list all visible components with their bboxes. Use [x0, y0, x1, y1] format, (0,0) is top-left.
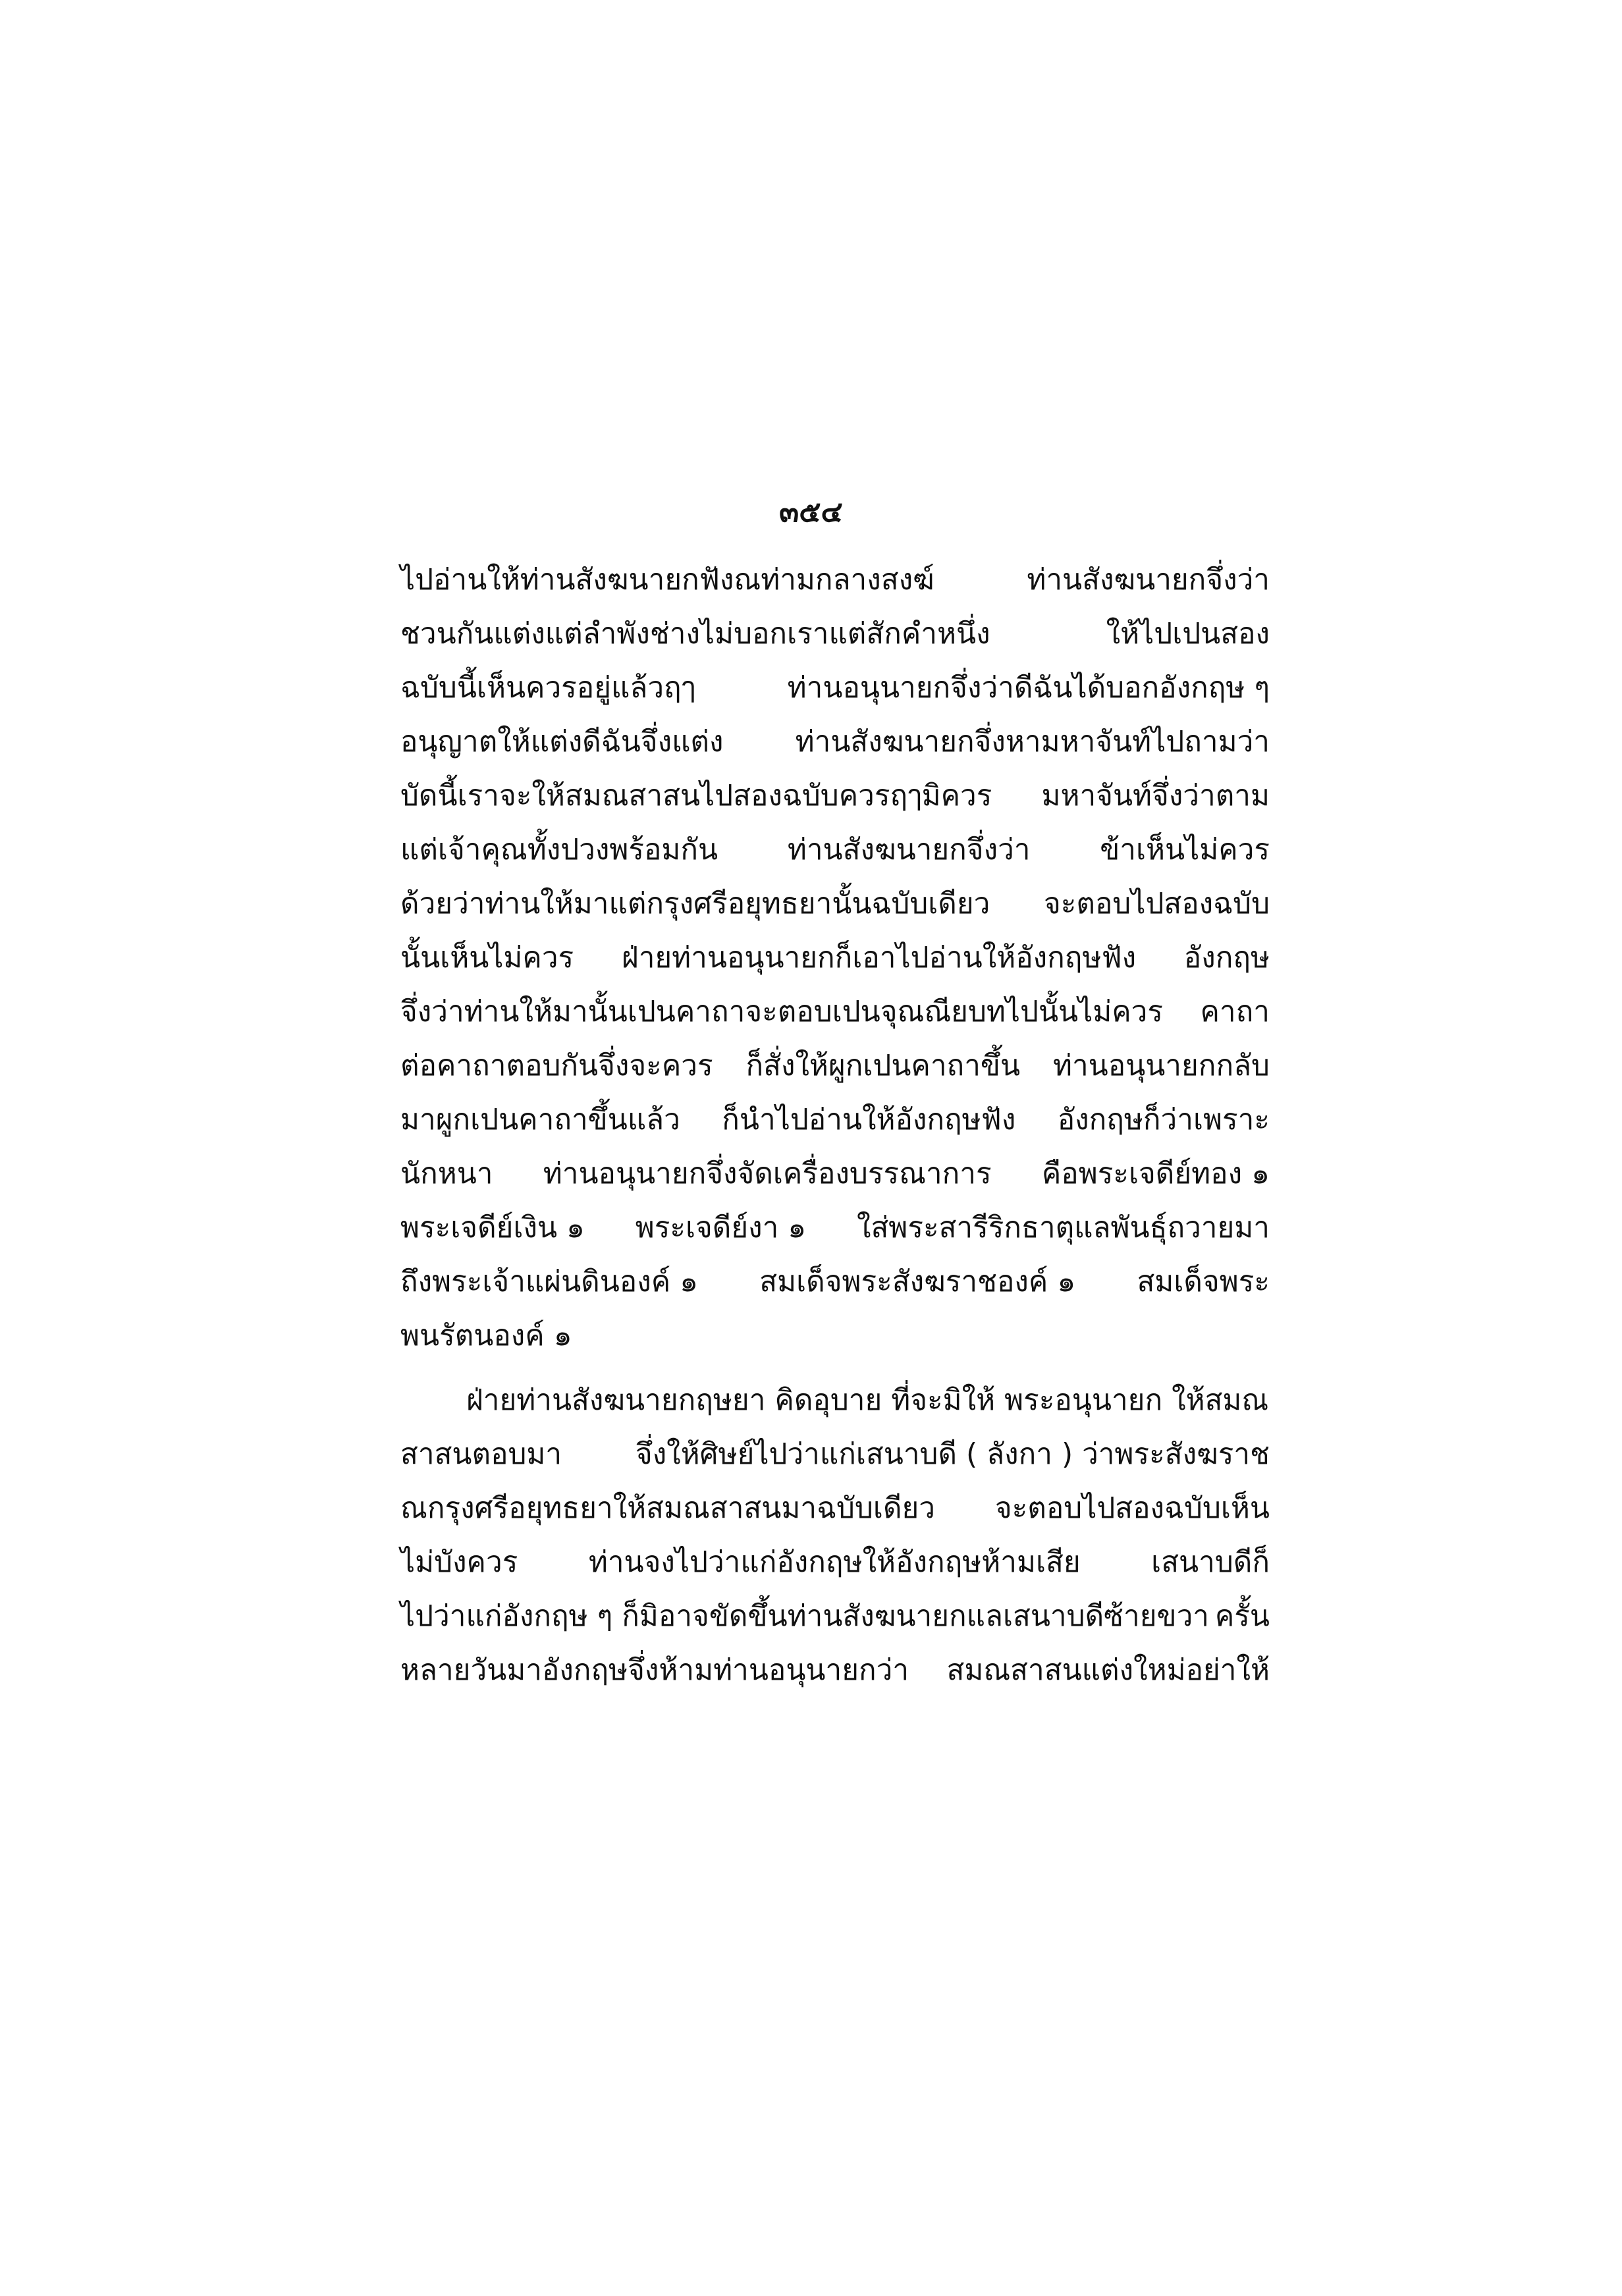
text-segment: เสนาบดีก็	[1151, 1545, 1270, 1579]
text-segment: นั้นเห็นไม่ควร	[400, 941, 574, 974]
text-segment: อังกฤษ	[1183, 941, 1270, 974]
text-segment: แต่เจ้าคุณทั้งปวงพร้อมกัน	[400, 833, 718, 867]
text-line	[400, 607, 1270, 661]
text-line	[400, 931, 1270, 985]
text-segment: ฝ่ายท่านอนุนายกก็เอาไปอ่านให้อังกฤษฟัง	[621, 941, 1137, 974]
text-segment: บัดนี้เราจะให้สมณสาสนไปสองฉบับควรฤๅมิควร	[400, 779, 992, 813]
text-line	[400, 1643, 1270, 1697]
text-line	[400, 1589, 1270, 1643]
text-line	[400, 877, 1270, 931]
text-segment: ฉบับนี้เห็นควรอยู่แล้วฤๅ	[400, 671, 696, 705]
text-segment: ท่านจงไปว่าแก่อังกฤษให้อังกฤษห้ามเสีย	[588, 1545, 1081, 1579]
text-segment: ชวนกันแต่งแต่ลำพังช่างไม่บอกเราแต่สักคำหนึ่ง	[400, 617, 990, 651]
text-segment: ท่านสังฆนายกจึ่งว่า	[1027, 563, 1270, 597]
text-line	[400, 1482, 1270, 1535]
text-line	[400, 1201, 1270, 1255]
text-segment: สาสนตอบมา	[400, 1437, 562, 1471]
text-line	[400, 1309, 1270, 1363]
text-segment: พระเจดีย์งา ๑	[635, 1211, 807, 1244]
text-line	[400, 715, 1270, 769]
text-segment: จะตอบไปสองฉบับเห็น	[994, 1491, 1270, 1525]
text-line	[400, 985, 1270, 1039]
text-segment: พระเจดีย์เงิน ๑	[400, 1211, 585, 1244]
text-segment: สมเด็จพระ	[1137, 1265, 1270, 1298]
text-segment: คือพระเจดีย์ทอง ๑	[1041, 1157, 1270, 1190]
text-segment: ให้ไปเปนสอง	[1106, 617, 1270, 651]
text-segment: อังกฤษก็ว่าเพราะ	[1057, 1103, 1270, 1136]
text-segment: ครั้น	[1214, 1599, 1270, 1633]
text-segment: จึ่งให้ศิษย์ไปว่าแก่เสนาบดี ( ลังกา ) ว่าพระสังฆราช	[635, 1437, 1270, 1471]
text-line	[400, 553, 1270, 607]
text-segment: ข้าเห็นไม่ควร	[1100, 833, 1270, 867]
text-segment: มหาจันท์จึ่งว่าตาม	[1041, 779, 1270, 813]
page-number: ๓๕๔	[779, 495, 843, 529]
text-segment: ท่านอนุนายกจึ่งจัดเครื่องบรรณาการ	[543, 1157, 992, 1190]
text-segment: ท่านอนุนายกจึ่งว่าดีฉันได้บอกอังกฤษ ๆ	[787, 671, 1270, 705]
text-segment: ท่านสังฆนายกจึ่งหามหาจันท์ไปถามว่า	[795, 725, 1270, 759]
text-line	[400, 1093, 1270, 1147]
text-segment: ไปว่าแก่อังกฤษ ๆ ก็มิอาจขัดขึ้นท่านสังฆนายกแลเสนาบดีซ้ายขวา	[400, 1599, 1209, 1633]
text-segment: ต่อคาถาตอบกันจึ่งจะควร	[400, 1049, 713, 1082]
text-segment: หลายวันมาอังกฤษจึ่งห้ามท่านอนุนายกว่า	[400, 1653, 909, 1687]
paragraph-first-line	[400, 1374, 1270, 1428]
text-segment: ฝ่ายท่านสังฆนายกฤษยา คิดอุบาย ที่จะมิให้ พระอนุนายก ให้สมณ	[466, 1383, 1269, 1417]
text-segment: ท่านสังฆนายกจึ่งว่า	[787, 833, 1031, 867]
text-line	[400, 1255, 1270, 1309]
body-text	[400, 553, 1270, 1697]
text-segment: สมณสาสนแต่งใหม่อย่าให้	[946, 1653, 1270, 1687]
text-segment: คาถา	[1200, 995, 1270, 1028]
text-segment: จะตอบไปสองฉบับ	[1044, 887, 1270, 921]
text-segment: ท่านอนุนายกกลับ	[1052, 1049, 1270, 1082]
text-line	[400, 1147, 1270, 1201]
text-segment: อนุญาตให้แต่งดีฉันจึ่งแต่ง	[400, 725, 724, 759]
text-segment: พนรัตนองค์ ๑	[400, 1319, 572, 1352]
text-segment: มาผูกเปนคาถาขึ้นแล้ว	[400, 1103, 680, 1136]
text-segment: ด้วยว่าท่านให้มาแต่กรุงศรีอยุทธยานั้นฉบับเดียว	[400, 887, 990, 921]
text-line	[400, 823, 1270, 877]
text-segment: ก็สั่งให้ผูกเปนคาถาขึ้น	[745, 1049, 1021, 1082]
text-segment: นักหนา	[400, 1157, 493, 1190]
text-line	[400, 1535, 1270, 1589]
text-line	[400, 1039, 1270, 1093]
text-segment: จึ่งว่าท่านให้มานั้นเปนคาถาจะตอบเปนจุณณียบทไปนั้นไม่ควร	[400, 995, 1164, 1028]
text-segment: สมเด็จพระสังฆราชองค์ ๑	[759, 1265, 1076, 1298]
text-line	[400, 661, 1270, 715]
text-segment: ถึงพระเจ้าแผ่นดินองค์ ๑	[400, 1265, 699, 1298]
text-line	[400, 1428, 1270, 1482]
text-segment: ไม่บังควร	[400, 1545, 518, 1579]
text-line	[400, 769, 1270, 823]
text-segment: ใส่พระสารีริกธาตุแลพันธุ์ถวายมา	[856, 1211, 1270, 1244]
text-segment: ไปอ่านให้ท่านสังฆนายกฟังณท่ามกลางสงฆ์	[400, 563, 934, 597]
text-segment: ก็นำไปอ่านให้อังกฤษฟัง	[722, 1103, 1016, 1136]
text-segment: ณกรุงศรีอยุทธยาให้สมณสาสนมาฉบับเดียว	[400, 1491, 936, 1525]
